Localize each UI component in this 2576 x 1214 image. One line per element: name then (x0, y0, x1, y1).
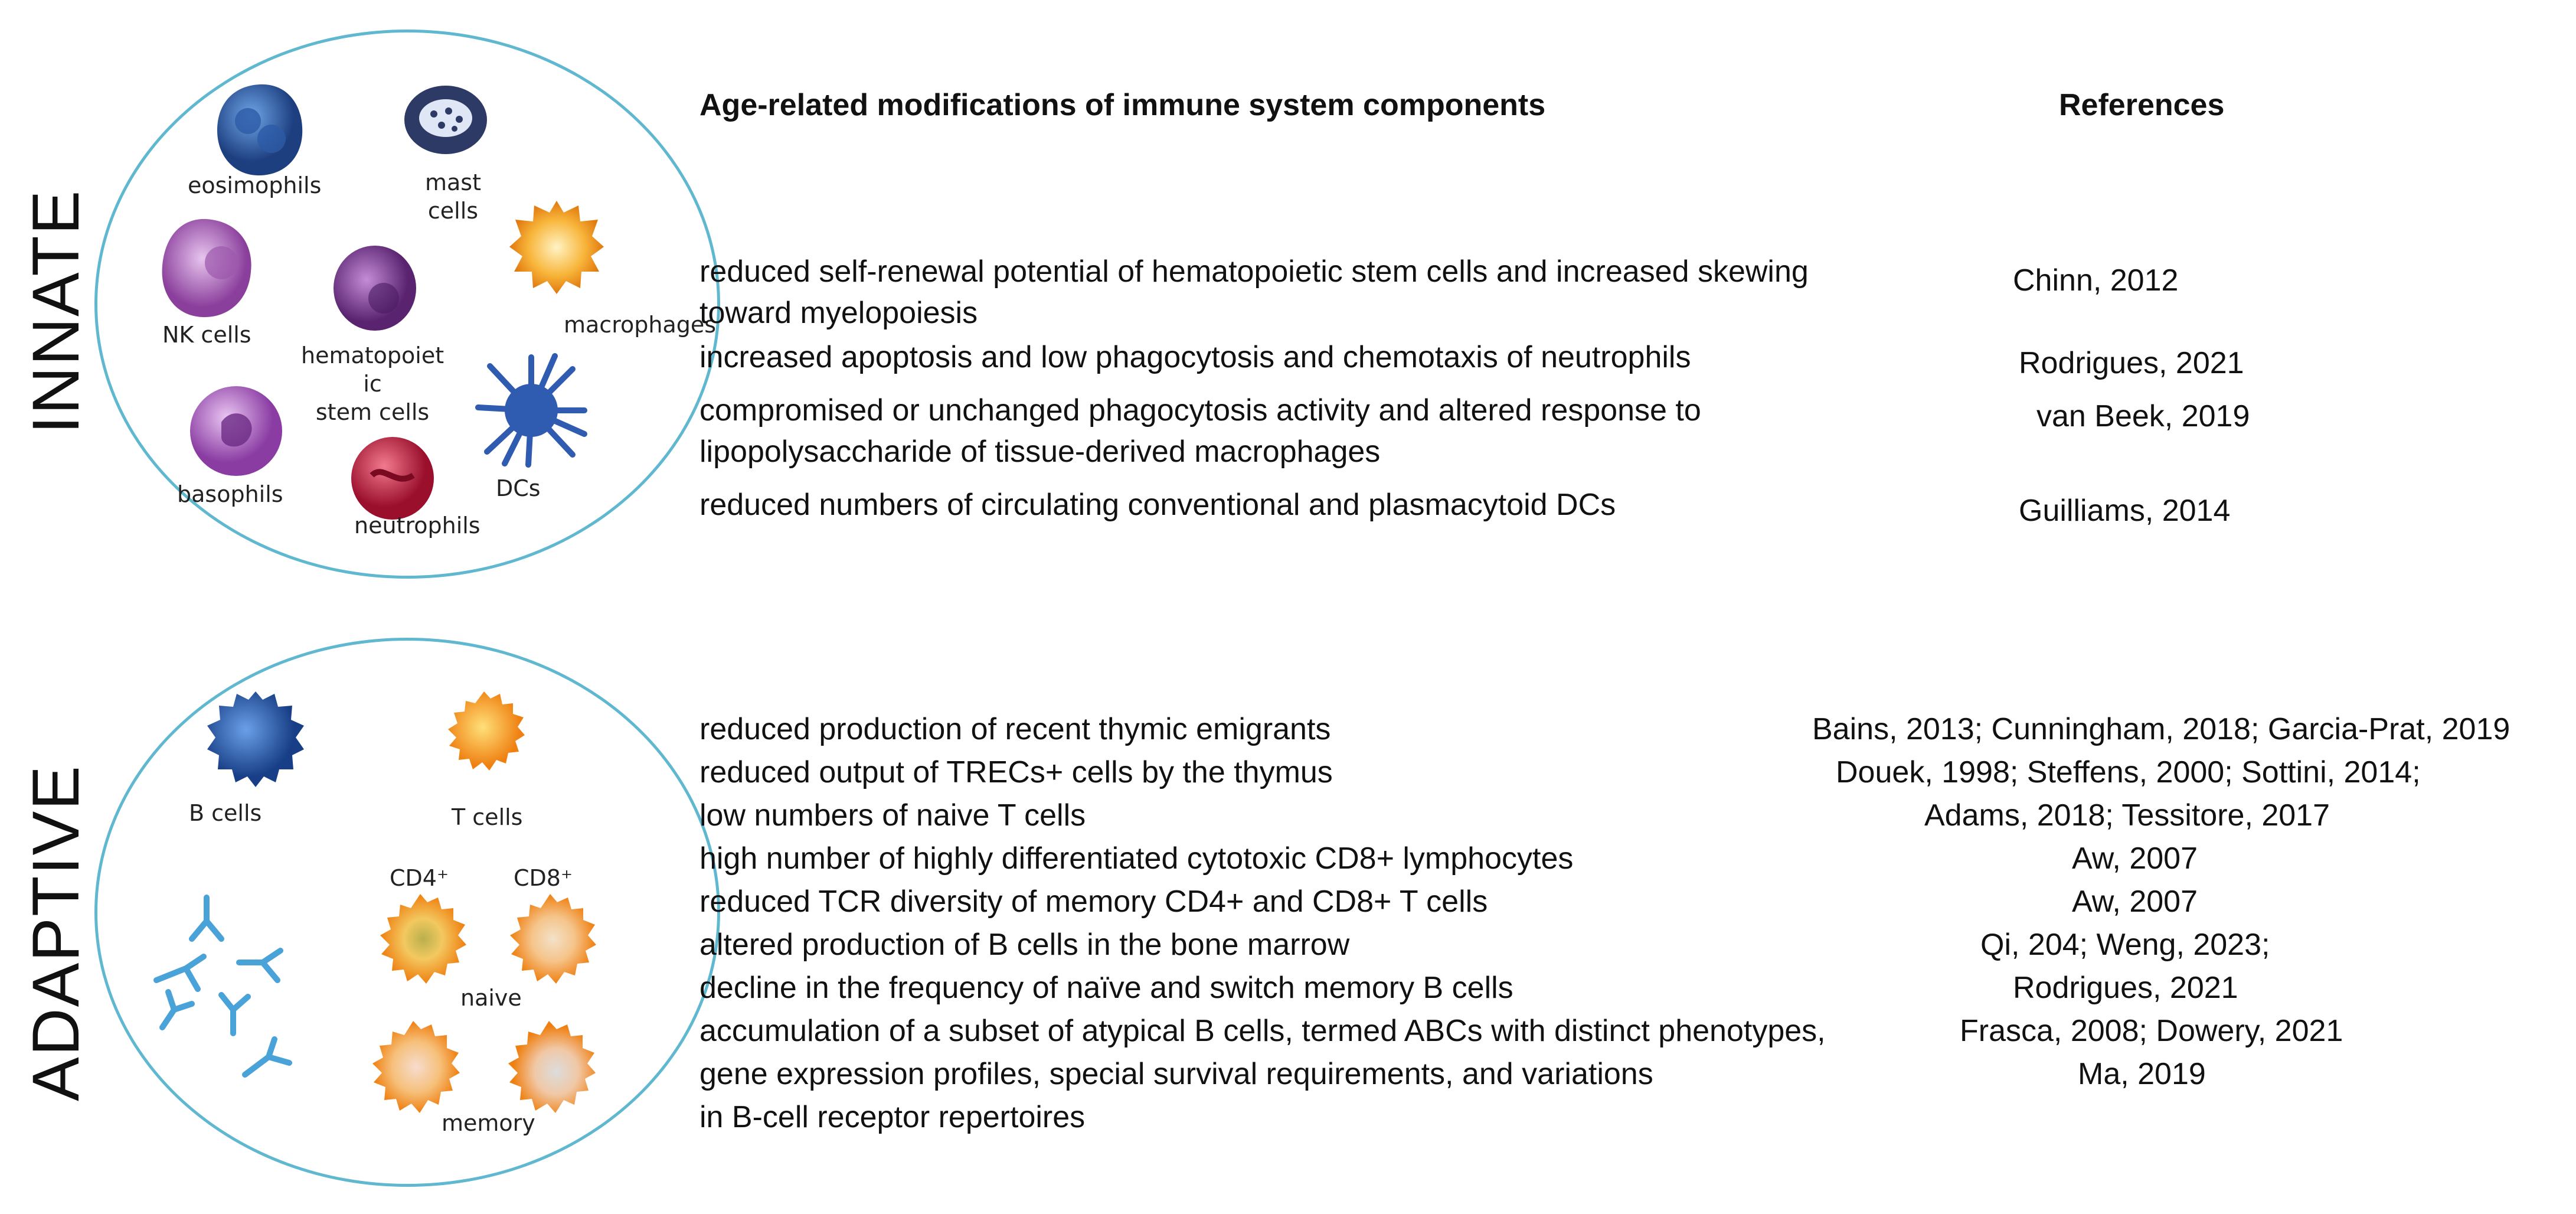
macrophage-icon (505, 195, 608, 298)
modifications-header: Age-related modifications of immune system components (699, 88, 1546, 122)
cd4-memory-cell-icon (363, 1019, 463, 1119)
adaptive-row-9: gene expression profiles, special survival requirements, and variations (699, 1057, 1653, 1091)
adaptive-row-6: altered production of B cells in the bone marrow (699, 928, 1350, 962)
adaptive-row-2: reduced output of TRECs+ cells by the thymus (699, 755, 1333, 789)
references-header: References (2059, 88, 2225, 122)
macrophages-label: macrophages (564, 312, 717, 338)
dendritic-cell-icon (472, 351, 590, 469)
basophil-icon (186, 381, 286, 481)
t-cell-icon (440, 688, 528, 776)
basophils-label: basophils (177, 481, 283, 507)
innate-row-4: reduced numbers of circulating conventional and plasmacytoid DCs (699, 488, 1616, 522)
cd8-memory-cell-icon (499, 1019, 599, 1119)
innate-row-1: reduced self-renewal potential of hematopoietic stem cells and increased skewing (699, 254, 1809, 289)
cd4-naive-cell-icon (372, 892, 469, 989)
innate-row-3: compromised or unchanged phagocytosis activity and altered response to (699, 393, 1701, 427)
memory-label: memory (442, 1110, 535, 1136)
innate-row-2: increased apoptosis and low phagocytosis and chemotaxis of neutrophils (699, 340, 1691, 374)
innate-row-1-cont: toward myelopoiesis (699, 296, 978, 330)
b-cell-icon (204, 688, 307, 791)
cd8-naive-cell-icon (502, 892, 599, 989)
adaptive-row-1: reduced production of recent thymic emigrants (699, 712, 1331, 746)
neutrophils-label: neutrophils (354, 513, 480, 539)
adaptive-ref-9: Ma, 2019 (2078, 1057, 2206, 1091)
mast-cell-icon (401, 81, 490, 158)
innate-ref-2: Rodrigues, 2021 (2019, 346, 2244, 380)
adaptive-side-label: ADAPTIVE (19, 765, 93, 1101)
adaptive-row-4: high number of highly differentiated cytotoxic CD8+ lymphocytes (699, 841, 1574, 876)
nk-cells-label: NK cells (162, 322, 251, 348)
eosinophils-label: eosimophils (188, 172, 322, 198)
adaptive-row-7: decline in the frequency of naïve and switch memory B cells (699, 971, 1513, 1005)
neutrophil-icon (348, 434, 437, 523)
nk-cell-icon (156, 216, 257, 322)
innate-row-3-cont: lipopolysaccharide of tissue-derived macrophages (699, 435, 1381, 469)
adaptive-ref-2: Douek, 1998; Steffens, 2000; Sottini, 2014; (1836, 755, 2421, 789)
innate-side-label: INNATE (19, 189, 93, 434)
adaptive-ref-1: Bains, 2013; Cunningham, 2018; Garcia-Prat, 2019 (1812, 712, 2510, 746)
t-cells-label: T cells (452, 804, 523, 830)
dcs-label: DCs (496, 475, 541, 501)
mast-cells-label: mast cells (425, 169, 481, 224)
naive-label: naive (460, 985, 522, 1011)
cd8-label: CD8⁺ (514, 865, 573, 891)
adaptive-row-5: reduced TCR diversity of memory CD4+ and CD8+ T cells (699, 885, 1488, 919)
antibodies-icon (151, 892, 322, 1116)
adaptive-ref-8: Frasca, 2008; Dowery, 2021 (1960, 1014, 2343, 1048)
cd4-label: CD4⁺ (390, 865, 449, 891)
adaptive-ref-4: Aw, 2007 (2072, 841, 2198, 876)
adaptive-row-10: in B-cell receptor repertoires (699, 1100, 1086, 1134)
adaptive-ref-3: Adams, 2018; Tessitore, 2017 (1924, 798, 2330, 833)
eosinophil-icon (213, 80, 307, 180)
adaptive-ref-7: Rodrigues, 2021 (2013, 971, 2238, 1005)
adaptive-ref-6: Qi, 204; Weng, 2023; (1980, 928, 2270, 962)
innate-ref-1: Chinn, 2012 (2013, 263, 2179, 298)
innate-ref-3: van Beek, 2019 (2036, 399, 2250, 433)
hematopoietic-stem-cells-label: hematopoiet ic stem cells (301, 342, 444, 425)
innate-ref-4: Guilliams, 2014 (2019, 494, 2231, 528)
adaptive-ref-5: Aw, 2007 (2072, 885, 2198, 919)
hematopoietic-stem-cell-icon (331, 242, 419, 334)
b-cells-label: B cells (189, 800, 262, 826)
adaptive-row-8: accumulation of a subset of atypical B cells, termed ABCs with distinct phenotypes, (699, 1014, 1826, 1048)
adaptive-row-3: low numbers of naive T cells (699, 798, 1086, 833)
